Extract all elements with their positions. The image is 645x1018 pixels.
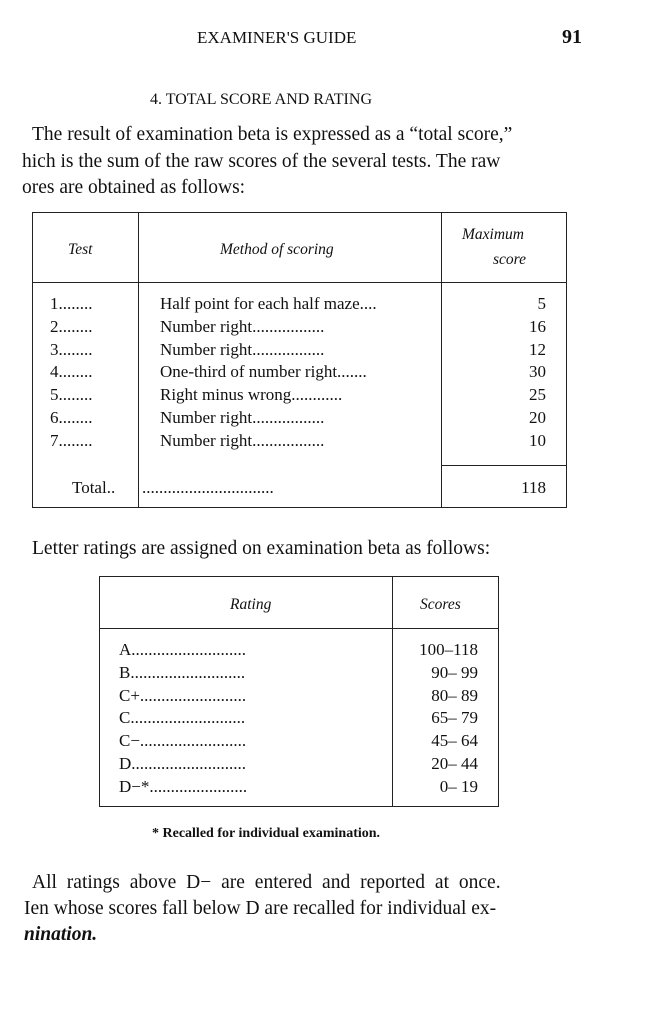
header-test: Test [68,241,93,258]
score-range: 0– 19 [439,776,478,796]
score-range: 90– 99 [431,662,478,682]
test-number: 2........ [50,316,93,336]
test-number: 6........ [50,408,93,427]
closing-line-1: All ratings above D− are entered and reported at once. [32,872,501,893]
closing-line-3: nination. [24,924,98,945]
max-score: 16 [529,316,546,336]
header-maximum: Maximum [462,226,524,243]
header-scores: Scores [420,596,461,613]
score-range: 100–118 [419,640,478,659]
rating-letter: D........................... [119,754,247,773]
scoring-method: Number right................. [160,316,325,336]
test-number: 1........ [50,294,93,313]
intro-line-3: ores are obtained as follows: [22,177,246,198]
test-number: 7........ [50,430,93,450]
max-score: 10 [529,430,546,450]
scoring-method: Number right................. [160,408,325,427]
section-title: 4. TOTAL SCORE AND RATING [150,91,372,108]
total-max: 118 [521,478,546,497]
test-number: 4........ [50,362,93,382]
scoring-method: One-third of number right....... [160,362,367,382]
max-score: 12 [529,339,546,359]
intro-line-1: The result of examination beta is expressed as a “total score,” [32,124,513,145]
running-title: EXAMINER'S GUIDE [197,28,357,47]
page-number: 91 [562,26,582,48]
rating-letter: C−......................... [119,731,247,751]
rating-letter: C+......................... [119,685,247,705]
header-score: score [493,251,526,268]
score-range: 20– 44 [431,754,478,773]
test-number: 5........ [50,385,93,405]
scoring-method: Number right................. [160,430,325,450]
max-score: 20 [529,408,546,427]
intro-line-2: hich is the sum of the raw scores of the several tests. The raw [22,151,501,172]
max-score: 30 [529,362,546,382]
total-dots: ............................... [142,478,274,497]
header-rating: Rating [230,596,272,613]
rating-letter: C........................... [119,708,246,728]
test-number: 3........ [50,339,93,359]
max-score: 5 [537,294,546,313]
rating-letter: B........................... [119,662,246,682]
scoring-method: Half point for each half maze.... [160,294,377,313]
header-method: Method of scoring [220,241,334,258]
total-label: Total.. [72,478,116,497]
rating-letter: A........................... [119,640,247,659]
score-range: 45– 64 [431,731,478,751]
scoring-method: Number right................. [160,339,325,359]
max-score: 25 [529,385,546,405]
score-range: 80– 89 [431,685,478,705]
ratings-intro: Letter ratings are assigned on examination beta as follows: [32,538,491,559]
closing-line-2: Ien whose scores fall below D are recalled for individual ex- [24,898,497,919]
score-range: 65– 79 [431,708,478,728]
scoring-method: Right minus wrong............ [160,385,343,405]
footnote: * Recalled for individual examination. [152,826,381,841]
rating-letter: D−*....................... [119,776,248,796]
